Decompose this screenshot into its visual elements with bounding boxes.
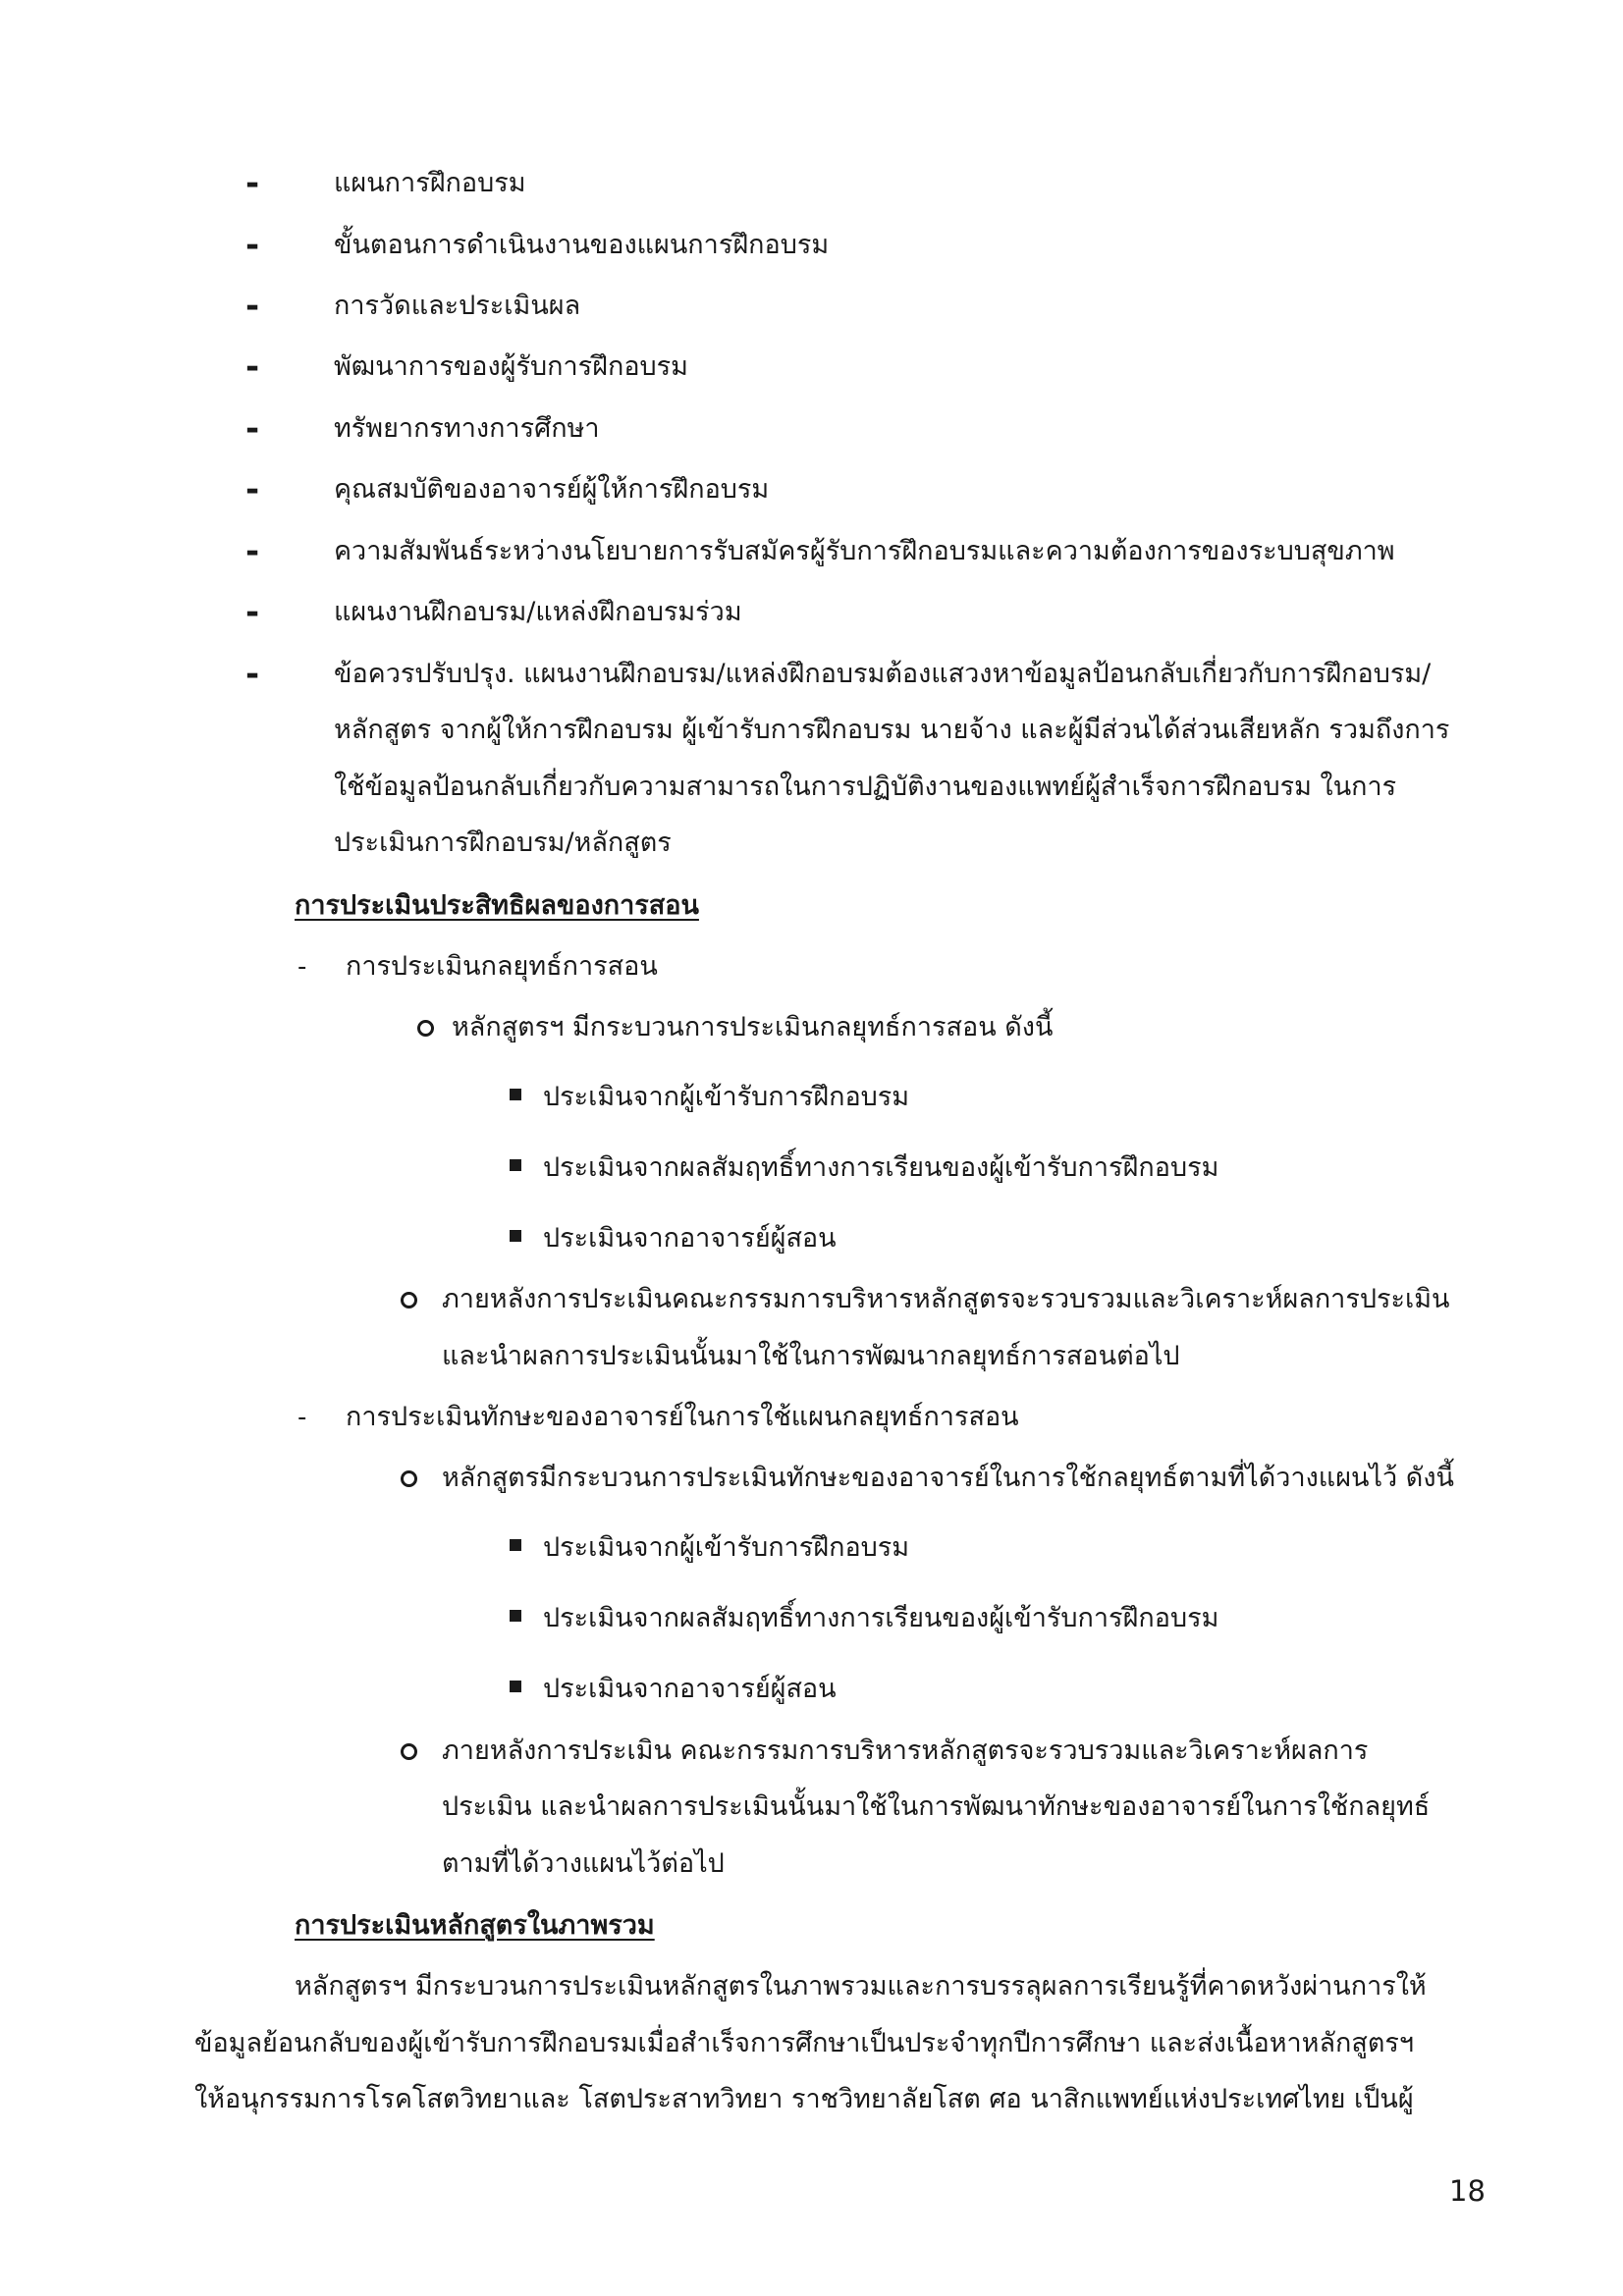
part-intro: หลักสูตรมีกระบวนการประเมินทักษะของอาจารย์ในการใช้กลยุทธ์ตามที่ได้วางแผนไว้ ดังนี้	[442, 1463, 1454, 1493]
list-dash: -	[245, 655, 260, 694]
part-intro: หลักสูตรฯ มีกระบวนการประเมินกลยุทธ์การสอน ดังนี้	[452, 1012, 1054, 1042]
bullet-item: ประเมินจากอาจารย์ผู้สอน	[543, 1674, 837, 1704]
bullet-item: ประเมินจากผลสัมฤทธิ์ทางการเรียนของผู้เข้ารับการฝึกอบรม	[543, 1152, 1219, 1183]
improvement-line: ใช้ข้อมูลป้อนกลับเกี่ยวกับความสามารถในการปฏิบัติงานของแพทย์ผู้สำเร็จการฝึกอบรม ในการ	[334, 772, 1397, 802]
list-dash: -	[245, 532, 260, 571]
list-item-text: คุณสมบัติของอาจารย์ผู้ให้การฝึกอบรม	[334, 474, 770, 505]
list-dash: -	[245, 593, 260, 632]
improvement-line: ข้อควรปรับปรุง. แผนงานฝึกอบรม/แหล่งฝึกอบรมต้องแสวงหาข้อมูลป้อนกลับเกี่ยวกับการฝึกอบรม/	[334, 659, 1432, 689]
list-item-text: ขั้นตอนการดำเนินงานของแผนการฝึกอบรม	[334, 230, 830, 260]
square-bullet-icon	[510, 1230, 521, 1242]
list-dash: -	[245, 226, 260, 265]
list-dash: -	[245, 470, 260, 509]
sub-dash: -	[298, 952, 307, 982]
part-title: การประเมินทักษะของอาจารย์ในการใช้แผนกลยุทธ์การสอน	[346, 1402, 1019, 1432]
improvement-line: หลักสูตร จากผู้ให้การฝึกอบรม ผู้เข้ารับการฝึกอบรม นายจ้าง และผู้มีส่วนได้ส่วนเสียหลัก รวมถึงการ	[334, 715, 1450, 745]
section-heading-overall-evaluation: การประเมินหลักสูตรในภาพรวม	[295, 1910, 655, 1941]
square-bullet-icon	[510, 1089, 521, 1100]
circle-bullet-icon	[401, 1292, 417, 1308]
square-bullet-icon	[510, 1610, 521, 1622]
list-item-text: ความสัมพันธ์ระหว่างนโยบายการรับสมัครผู้รับการฝึกอบรมและความต้องการของระบบสุขภาพ	[334, 536, 1395, 566]
improvement-line: ประเมินการฝึกอบรม/หลักสูตร	[334, 828, 672, 858]
part-after-line: ภายหลังการประเมิน คณะกรรมการบริหารหลักสูตรจะรวบรวมและวิเคราะห์ผลการ	[442, 1735, 1369, 1766]
list-item-text: ทรัพยากรทางการศึกษา	[334, 413, 600, 444]
part-after-line: ตามที่ได้วางแผนไว้ต่อไป	[442, 1848, 725, 1879]
bullet-item: ประเมินจากผลสัมฤทธิ์ทางการเรียนของผู้เข้ารับการฝึกอบรม	[543, 1603, 1219, 1633]
square-bullet-icon	[510, 1681, 521, 1692]
list-item-text: แผนงานฝึกอบรม/แหล่งฝึกอบรมร่วม	[334, 597, 742, 627]
list-dash: -	[245, 347, 260, 387]
square-bullet-icon	[510, 1539, 521, 1551]
sub-dash: -	[298, 1403, 307, 1432]
list-dash: -	[245, 287, 260, 326]
part-after-line: ภายหลังการประเมินคณะกรรมการบริหารหลักสูตรจะรวบรวมและวิเคราะห์ผลการประเมิน	[442, 1284, 1450, 1314]
paragraph-line: ข้อมูลย้อนกลับของผู้เข้ารับการฝึกอบรมเมื่อสำเร็จการศึกษาเป็นประจำทุกปีการศึกษา และส่งเนื้อหาหลักสูตรฯ	[194, 2028, 1415, 2058]
circle-bullet-icon	[417, 1020, 434, 1037]
list-item-text: การวัดและประเมินผล	[334, 291, 581, 321]
circle-bullet-icon	[401, 1470, 417, 1487]
part-title: การประเมินกลยุทธ์การสอน	[346, 951, 658, 982]
page-number: 18	[1449, 2174, 1486, 2208]
part-after-line: ประเมิน และนำผลการประเมินนั้นมาใช้ในการพัฒนาทักษะของอาจารย์ในการใช้กลยุทธ์	[442, 1791, 1431, 1822]
list-item-text: แผนการฝึกอบรม	[334, 168, 526, 198]
square-bullet-icon	[510, 1159, 521, 1171]
circle-bullet-icon	[401, 1743, 417, 1760]
list-dash: -	[245, 409, 260, 449]
part-after-line: และนำผลการประเมินนั้นมาใช้ในการพัฒนากลยุทธ์การสอนต่อไป	[442, 1341, 1180, 1371]
bullet-item: ประเมินจากอาจารย์ผู้สอน	[543, 1223, 837, 1254]
section-heading-teaching-effectiveness: การประเมินประสิทธิผลของการสอน	[295, 890, 699, 921]
paragraph-line: หลักสูตรฯ มีกระบวนการประเมินหลักสูตรในภาพรวมและการบรรลุผลการเรียนรู้ที่คาดหวังผ่านการให้	[295, 1971, 1427, 2002]
bullet-item: ประเมินจากผู้เข้ารับการฝึกอบรม	[543, 1082, 910, 1112]
list-dash: -	[245, 164, 260, 203]
bullet-item: ประเมินจากผู้เข้ารับการฝึกอบรม	[543, 1532, 910, 1563]
list-item-text: พัฒนาการของผู้รับการฝึกอบรม	[334, 351, 688, 382]
paragraph-line: ให้อนุกรรมการโรคโสตวิทยาและ โสตประสาทวิทยา ราชวิทยาลัยโสต ศอ นาสิกแพทย์แห่งประเทศไทย เป็นผู้	[194, 2084, 1414, 2114]
